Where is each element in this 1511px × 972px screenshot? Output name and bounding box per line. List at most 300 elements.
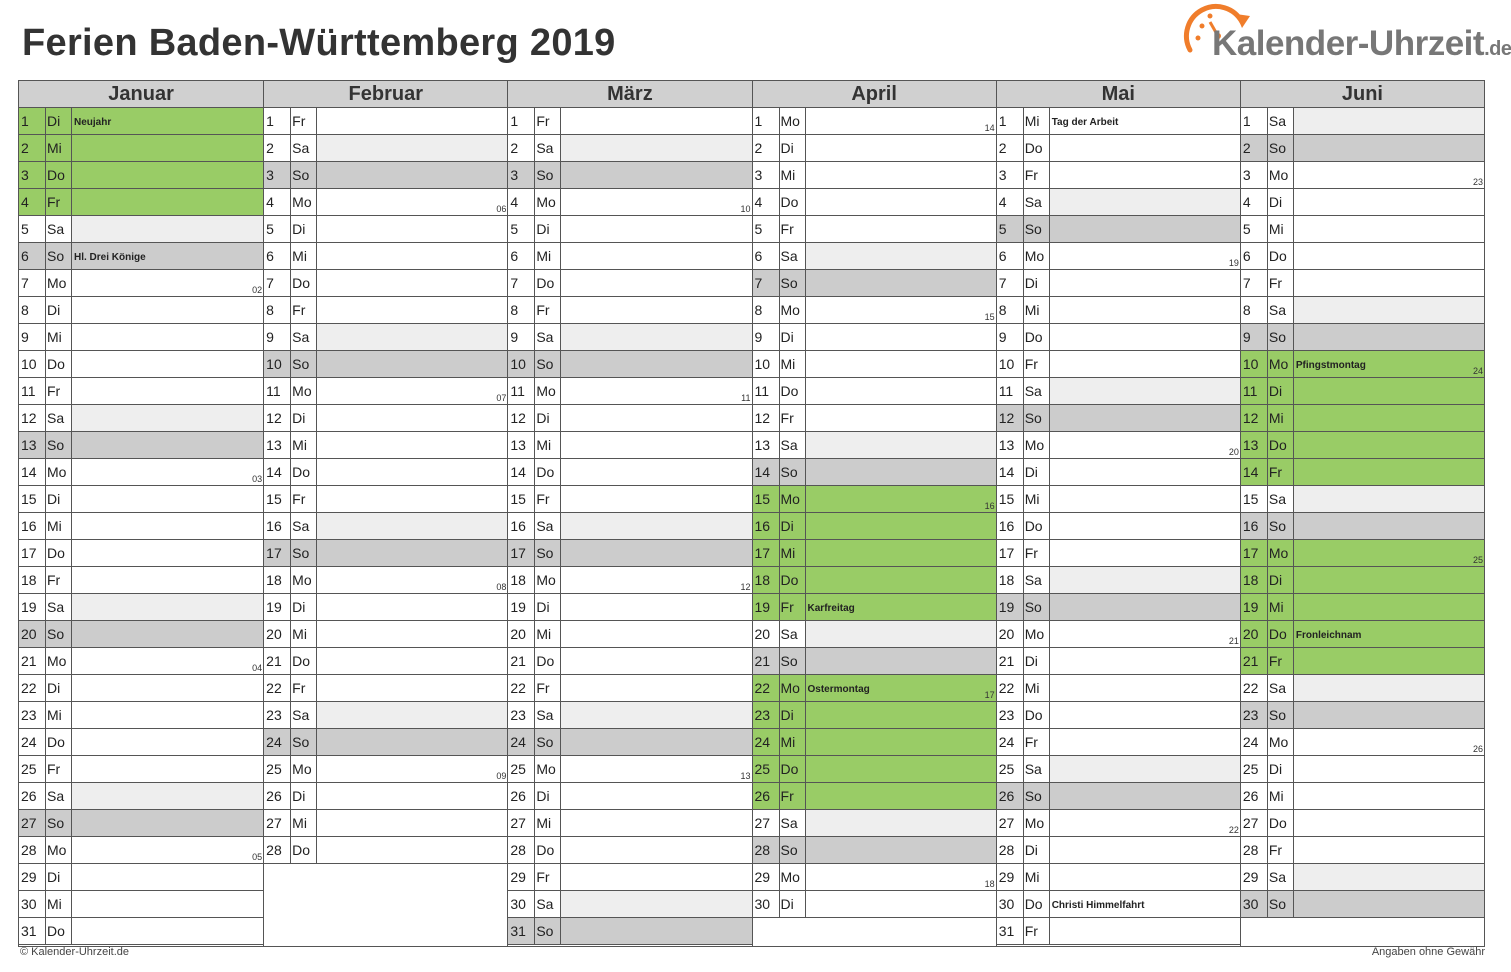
weekday: Mi <box>1024 108 1050 134</box>
day-number: 11 <box>264 378 291 404</box>
day-row <box>1241 513 1484 540</box>
day-number: 24 <box>1241 729 1268 755</box>
day-row <box>753 729 996 756</box>
event-cell <box>317 405 507 431</box>
weekday: Sa <box>780 243 806 269</box>
weekday: So <box>780 459 806 485</box>
day-number: 7 <box>508 270 535 296</box>
day-number: 15 <box>264 486 291 512</box>
event-cell <box>1050 243 1240 269</box>
event-cell <box>1050 270 1240 296</box>
event-cell <box>72 216 263 242</box>
day-row <box>1241 864 1484 891</box>
day-number: 15 <box>753 486 780 512</box>
weekday: So <box>535 729 561 755</box>
day-row <box>997 567 1240 594</box>
weekday: Do <box>1024 702 1050 728</box>
day-row <box>264 405 507 432</box>
day-row <box>997 783 1240 810</box>
day-row <box>1241 810 1484 837</box>
event-cell <box>806 594 996 620</box>
event-cell <box>72 378 263 404</box>
weekday: So <box>1268 891 1294 917</box>
weekday: Do <box>46 729 72 755</box>
day-number: 21 <box>997 648 1024 674</box>
event-cell <box>1050 432 1240 458</box>
day-row <box>997 162 1240 189</box>
weekday: Do <box>1268 243 1294 269</box>
weekday: Di <box>780 513 806 539</box>
weekday: Fr <box>1268 459 1294 485</box>
day-row <box>264 594 507 621</box>
day-number: 30 <box>997 891 1024 917</box>
day-row <box>997 324 1240 351</box>
day-number: 27 <box>753 810 780 836</box>
event-cell <box>1050 486 1240 512</box>
day-number: 12 <box>1241 405 1268 431</box>
day-row <box>753 216 996 243</box>
day-number: 26 <box>19 783 46 809</box>
day-number: 6 <box>997 243 1024 269</box>
day-row <box>1241 540 1484 567</box>
day-number: 18 <box>508 567 535 593</box>
event-cell <box>72 405 263 431</box>
day-row <box>264 513 507 540</box>
day-row <box>1241 324 1484 351</box>
weekday: Mi <box>1024 486 1050 512</box>
day-number: 23 <box>19 702 46 728</box>
holiday-label: Ostermontag <box>807 684 870 695</box>
day-row <box>753 540 996 567</box>
day-number: 25 <box>1241 756 1268 782</box>
event-cell <box>1050 189 1240 215</box>
day-row <box>508 756 751 783</box>
day-number: 3 <box>997 162 1024 188</box>
event-cell <box>1294 594 1484 620</box>
day-number: 27 <box>508 810 535 836</box>
week-number: 10 <box>740 204 751 214</box>
weekday: Di <box>1024 837 1050 863</box>
day-row <box>508 513 751 540</box>
event-cell <box>317 729 507 755</box>
event-cell <box>72 162 263 188</box>
day-row <box>19 189 263 216</box>
event-cell <box>72 810 263 836</box>
day-number: 12 <box>264 405 291 431</box>
event-cell <box>1294 567 1484 593</box>
day-number: 29 <box>997 864 1024 890</box>
weekday: Mi <box>46 324 72 350</box>
day-row <box>508 621 751 648</box>
day-row <box>508 459 751 486</box>
day-row <box>1241 243 1484 270</box>
event-cell <box>1294 621 1484 647</box>
day-row <box>997 918 1240 945</box>
day-row <box>264 297 507 324</box>
event-cell <box>317 351 507 377</box>
event-cell <box>806 432 996 458</box>
weekday: Mo <box>780 486 806 512</box>
weekday: Do <box>780 189 806 215</box>
week-number: 05 <box>252 852 263 862</box>
day-number: 6 <box>753 243 780 269</box>
day-row <box>753 135 996 162</box>
weekday: Mo <box>1024 621 1050 647</box>
day-number: 22 <box>19 675 46 701</box>
event-cell <box>72 297 263 323</box>
day-row <box>997 729 1240 756</box>
day-number: 17 <box>1241 540 1268 566</box>
day-number: 10 <box>508 351 535 377</box>
weekday: Fr <box>780 405 806 431</box>
day-row <box>508 891 751 918</box>
event-cell <box>1294 540 1484 566</box>
day-row <box>997 864 1240 891</box>
day-row <box>264 567 507 594</box>
event-cell <box>317 810 507 836</box>
day-number: 4 <box>508 189 535 215</box>
day-row <box>753 702 996 729</box>
weekday: Fr <box>780 783 806 809</box>
event-cell <box>1050 756 1240 782</box>
event-cell <box>72 756 263 782</box>
event-cell <box>317 243 507 269</box>
day-row <box>19 378 263 405</box>
day-number: 14 <box>508 459 535 485</box>
weekday: Do <box>780 756 806 782</box>
day-number: 24 <box>753 729 780 755</box>
weekday: Mo <box>291 189 317 215</box>
weekday: So <box>1268 702 1294 728</box>
day-row <box>1241 891 1484 918</box>
day-row <box>997 702 1240 729</box>
calendar-grid <box>18 80 1485 947</box>
logo[interactable] <box>1180 0 1511 70</box>
weekday: Mo <box>535 378 561 404</box>
weekday: Sa <box>46 783 72 809</box>
day-number: 25 <box>264 756 291 782</box>
day-row <box>1241 189 1484 216</box>
weekday: Mo <box>535 567 561 593</box>
weekday: So <box>535 351 561 377</box>
event-cell <box>561 513 751 539</box>
week-number: 20 <box>1228 447 1239 457</box>
event-cell <box>317 702 507 728</box>
event-cell <box>1050 567 1240 593</box>
weekday: Sa <box>1024 756 1050 782</box>
day-number: 6 <box>1241 243 1268 269</box>
event-cell <box>317 486 507 512</box>
weekday: So <box>46 432 72 458</box>
weekday: Do <box>780 567 806 593</box>
day-row <box>264 459 507 486</box>
month-column-april <box>752 81 996 946</box>
event-cell <box>1294 351 1484 377</box>
weekday: Fr <box>1024 729 1050 755</box>
weekday: So <box>46 243 72 269</box>
event-cell <box>561 243 751 269</box>
day-number: 28 <box>997 837 1024 863</box>
week-number: 24 <box>1473 366 1484 376</box>
weekday: Mi <box>46 702 72 728</box>
day-number: 26 <box>1241 783 1268 809</box>
day-number: 22 <box>264 675 291 701</box>
weekday: Do <box>46 918 72 944</box>
event-cell <box>317 135 507 161</box>
event-cell <box>1050 324 1240 350</box>
weekday: Do <box>291 837 317 863</box>
day-row <box>1241 297 1484 324</box>
event-cell <box>806 459 996 485</box>
weekday: So <box>1024 594 1050 620</box>
day-row <box>264 621 507 648</box>
day-row <box>264 243 507 270</box>
day-number: 5 <box>264 216 291 242</box>
event-cell <box>1050 648 1240 674</box>
event-cell <box>806 567 996 593</box>
day-row <box>1241 405 1484 432</box>
day-number: 2 <box>753 135 780 161</box>
day-number: 1 <box>264 108 291 134</box>
event-cell <box>1294 513 1484 539</box>
weekday: Di <box>780 891 806 917</box>
event-cell <box>806 162 996 188</box>
day-number: 17 <box>753 540 780 566</box>
day-row <box>19 135 263 162</box>
weekday: Mi <box>46 135 72 161</box>
weekday: So <box>46 621 72 647</box>
weekday: Sa <box>1268 297 1294 323</box>
weekday: Di <box>46 297 72 323</box>
weekday: Fr <box>1024 540 1050 566</box>
holiday-label: Hl. Drei Könige <box>74 252 146 263</box>
event-cell <box>1050 378 1240 404</box>
holiday-label: Neujahr <box>74 117 112 128</box>
weekday: Do <box>1268 432 1294 458</box>
day-row <box>1241 459 1484 486</box>
day-row <box>264 108 507 135</box>
event-cell <box>561 648 751 674</box>
event-cell <box>1050 783 1240 809</box>
day-number: 23 <box>997 702 1024 728</box>
weekday: Mo <box>291 378 317 404</box>
event-cell <box>806 324 996 350</box>
logo-tld: .de <box>1484 38 1511 60</box>
event-cell <box>561 837 751 863</box>
day-number: 5 <box>997 216 1024 242</box>
day-number: 24 <box>508 729 535 755</box>
event-cell <box>317 432 507 458</box>
day-number: 14 <box>264 459 291 485</box>
day-row <box>753 378 996 405</box>
day-number: 13 <box>19 432 46 458</box>
weekday: Mo <box>780 864 806 890</box>
day-row <box>753 756 996 783</box>
day-number: 8 <box>1241 297 1268 323</box>
event-cell <box>806 108 996 134</box>
day-row <box>753 864 996 891</box>
weekday: Do <box>1268 810 1294 836</box>
day-row <box>997 486 1240 513</box>
day-row <box>508 864 751 891</box>
day-number: 30 <box>1241 891 1268 917</box>
weekday: Sa <box>46 405 72 431</box>
weekday: Mi <box>46 513 72 539</box>
event-cell <box>317 648 507 674</box>
month-column-juni <box>1240 81 1484 946</box>
weekday: Fr <box>535 486 561 512</box>
day-row <box>1241 378 1484 405</box>
day-row <box>264 216 507 243</box>
day-row <box>264 189 507 216</box>
day-number: 4 <box>997 189 1024 215</box>
day-number: 5 <box>753 216 780 242</box>
weekday: So <box>780 270 806 296</box>
weekday: Do <box>46 162 72 188</box>
day-row <box>508 108 751 135</box>
day-row <box>1241 783 1484 810</box>
day-row <box>1241 594 1484 621</box>
event-cell <box>317 783 507 809</box>
weekday: Fr <box>1268 837 1294 863</box>
day-number: 18 <box>264 567 291 593</box>
event-cell <box>1050 675 1240 701</box>
logo-text <box>1212 24 1511 64</box>
day-number: 30 <box>508 891 535 917</box>
event-cell <box>1050 405 1240 431</box>
day-row <box>753 837 996 864</box>
weekday: Mi <box>291 432 317 458</box>
event-cell <box>1294 702 1484 728</box>
day-row <box>997 351 1240 378</box>
day-row <box>753 891 996 918</box>
day-number: 13 <box>997 432 1024 458</box>
day-number: 19 <box>997 594 1024 620</box>
day-row <box>19 756 263 783</box>
week-number: 14 <box>984 123 995 133</box>
event-cell <box>806 621 996 647</box>
day-number: 8 <box>753 297 780 323</box>
day-number: 4 <box>1241 189 1268 215</box>
event-cell <box>1294 810 1484 836</box>
day-row <box>19 297 263 324</box>
day-number: 5 <box>508 216 535 242</box>
weekday: So <box>1268 513 1294 539</box>
day-number: 13 <box>1241 432 1268 458</box>
week-number: 21 <box>1228 636 1239 646</box>
day-row <box>264 378 507 405</box>
day-row <box>997 837 1240 864</box>
event-cell <box>72 513 263 539</box>
event-cell <box>806 405 996 431</box>
event-cell <box>1294 648 1484 674</box>
day-row <box>508 837 751 864</box>
week-number: 16 <box>984 501 995 511</box>
day-row <box>753 783 996 810</box>
weekday: Di <box>46 675 72 701</box>
event-cell <box>1294 837 1484 863</box>
day-row <box>19 324 263 351</box>
day-number: 25 <box>19 756 46 782</box>
event-cell <box>561 405 751 431</box>
month-column-märz <box>507 81 751 946</box>
event-cell <box>1294 675 1484 701</box>
event-cell <box>72 837 263 863</box>
event-cell <box>561 378 751 404</box>
day-number: 29 <box>1241 864 1268 890</box>
weekday: Sa <box>535 891 561 917</box>
weekday: Sa <box>46 216 72 242</box>
weekday: Do <box>1024 891 1050 917</box>
day-number: 1 <box>19 108 46 134</box>
weekday: Sa <box>780 432 806 458</box>
event-cell <box>72 648 263 674</box>
day-row <box>508 432 751 459</box>
weekday: Fr <box>535 675 561 701</box>
weekday: Fr <box>1268 648 1294 674</box>
weekday: Do <box>1024 135 1050 161</box>
day-number: 14 <box>1241 459 1268 485</box>
event-cell <box>806 135 996 161</box>
day-number: 13 <box>508 432 535 458</box>
day-row <box>264 270 507 297</box>
day-number: 31 <box>508 918 535 944</box>
event-cell <box>72 243 263 269</box>
day-row <box>997 594 1240 621</box>
day-row <box>508 648 751 675</box>
day-number: 26 <box>264 783 291 809</box>
day-number: 10 <box>997 351 1024 377</box>
day-number: 24 <box>997 729 1024 755</box>
event-cell <box>1050 459 1240 485</box>
holiday-label: Pfingstmontag <box>1295 360 1366 371</box>
event-cell <box>72 270 263 296</box>
weekday: Mo <box>1024 810 1050 836</box>
day-row <box>1241 135 1484 162</box>
day-row <box>753 621 996 648</box>
event-cell <box>806 270 996 296</box>
day-row <box>1241 702 1484 729</box>
event-cell <box>1294 756 1484 782</box>
event-cell <box>72 432 263 458</box>
day-row <box>19 108 263 135</box>
day-row <box>753 162 996 189</box>
day-row <box>19 540 263 567</box>
event-cell <box>806 486 996 512</box>
event-cell <box>72 702 263 728</box>
day-row <box>264 702 507 729</box>
day-row <box>508 729 751 756</box>
day-row <box>19 621 263 648</box>
day-number: 16 <box>1241 513 1268 539</box>
holiday-label: Karfreitag <box>807 603 855 614</box>
day-row <box>753 324 996 351</box>
holiday-label: Christi Himmelfahrt <box>1051 900 1145 911</box>
day-row <box>19 864 263 891</box>
day-number: 4 <box>19 189 46 215</box>
event-cell <box>561 216 751 242</box>
day-number: 11 <box>508 378 535 404</box>
day-row <box>997 270 1240 297</box>
day-row <box>997 756 1240 783</box>
weekday: Mo <box>780 297 806 323</box>
event-cell <box>561 810 751 836</box>
weekday: Mo <box>46 648 72 674</box>
weekday: Do <box>46 540 72 566</box>
event-cell <box>1294 486 1484 512</box>
event-cell <box>1050 891 1240 917</box>
day-number: 20 <box>19 621 46 647</box>
